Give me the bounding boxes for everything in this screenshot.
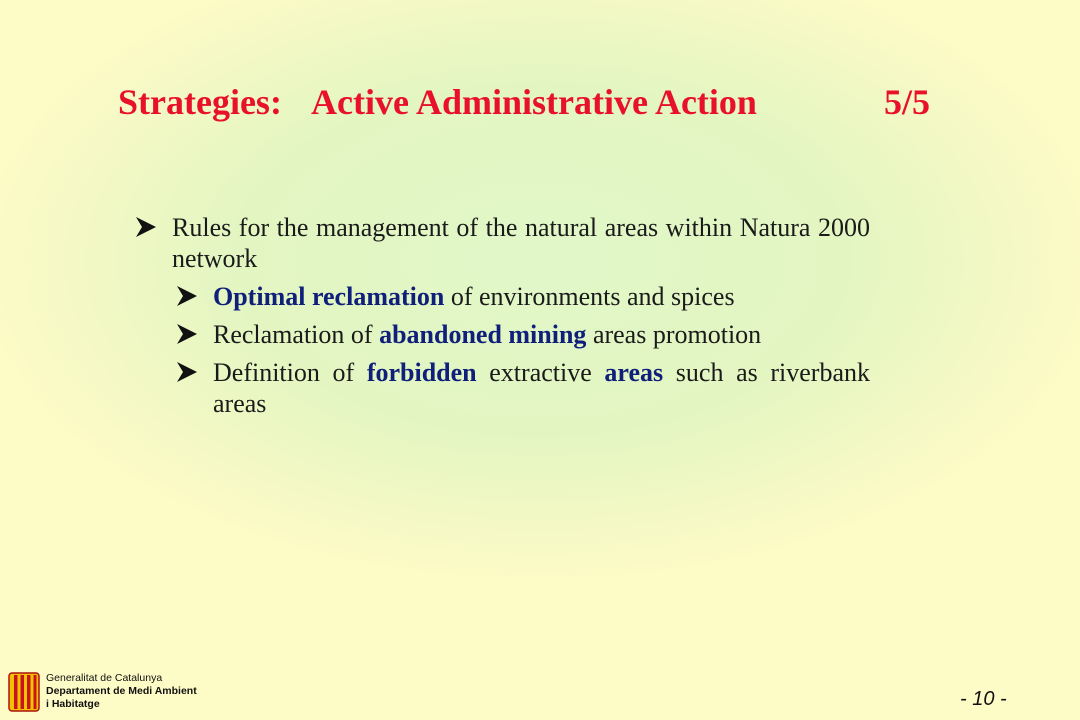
bullet-text: Reclamation of bbox=[213, 320, 380, 349]
keyword-text: abandoned mining bbox=[379, 320, 587, 349]
arrow-bullet-icon bbox=[175, 323, 199, 345]
bullet-text: Definition of bbox=[213, 358, 367, 387]
org-line-3: i Habitatge bbox=[46, 698, 100, 710]
arrow-bullet-icon bbox=[175, 361, 199, 383]
bullet-text: Rules for the management of the natural areas within Natura 2000 network bbox=[172, 213, 870, 273]
sub-bullet-optimal-reclamation bbox=[175, 281, 870, 312]
keyword-text: Optimal reclamation bbox=[213, 282, 445, 311]
keyword-text: forbidden bbox=[366, 358, 477, 387]
org-line-2: Departament de Medi Ambient bbox=[46, 685, 197, 697]
title-label: Strategies: bbox=[118, 82, 282, 122]
org-line-1: Generalitat de Catalunya bbox=[46, 672, 163, 684]
keyword-text: areas bbox=[604, 358, 664, 387]
title-page-indicator: 5/5 bbox=[884, 82, 931, 122]
footer-organization bbox=[46, 672, 197, 711]
bullet-list bbox=[134, 212, 870, 426]
bullet-item-natura-rules bbox=[134, 212, 870, 274]
bullet-text: extractive bbox=[476, 358, 605, 387]
arrow-bullet-icon bbox=[175, 285, 199, 307]
bullet-text: of environments and spices bbox=[444, 282, 735, 311]
catalan-flag-logo bbox=[8, 672, 40, 712]
sub-bullet-abandoned-mining bbox=[175, 319, 870, 350]
sub-bullet-forbidden-areas bbox=[175, 357, 870, 419]
page-number: - 10 - bbox=[960, 688, 1007, 710]
bullet-text: areas promotion bbox=[586, 320, 762, 349]
bullet-text: such as riverbank areas bbox=[213, 358, 870, 418]
slide-title bbox=[118, 80, 948, 130]
arrow-bullet-icon bbox=[134, 216, 158, 238]
title-main: Active Administrative Action bbox=[311, 82, 757, 122]
